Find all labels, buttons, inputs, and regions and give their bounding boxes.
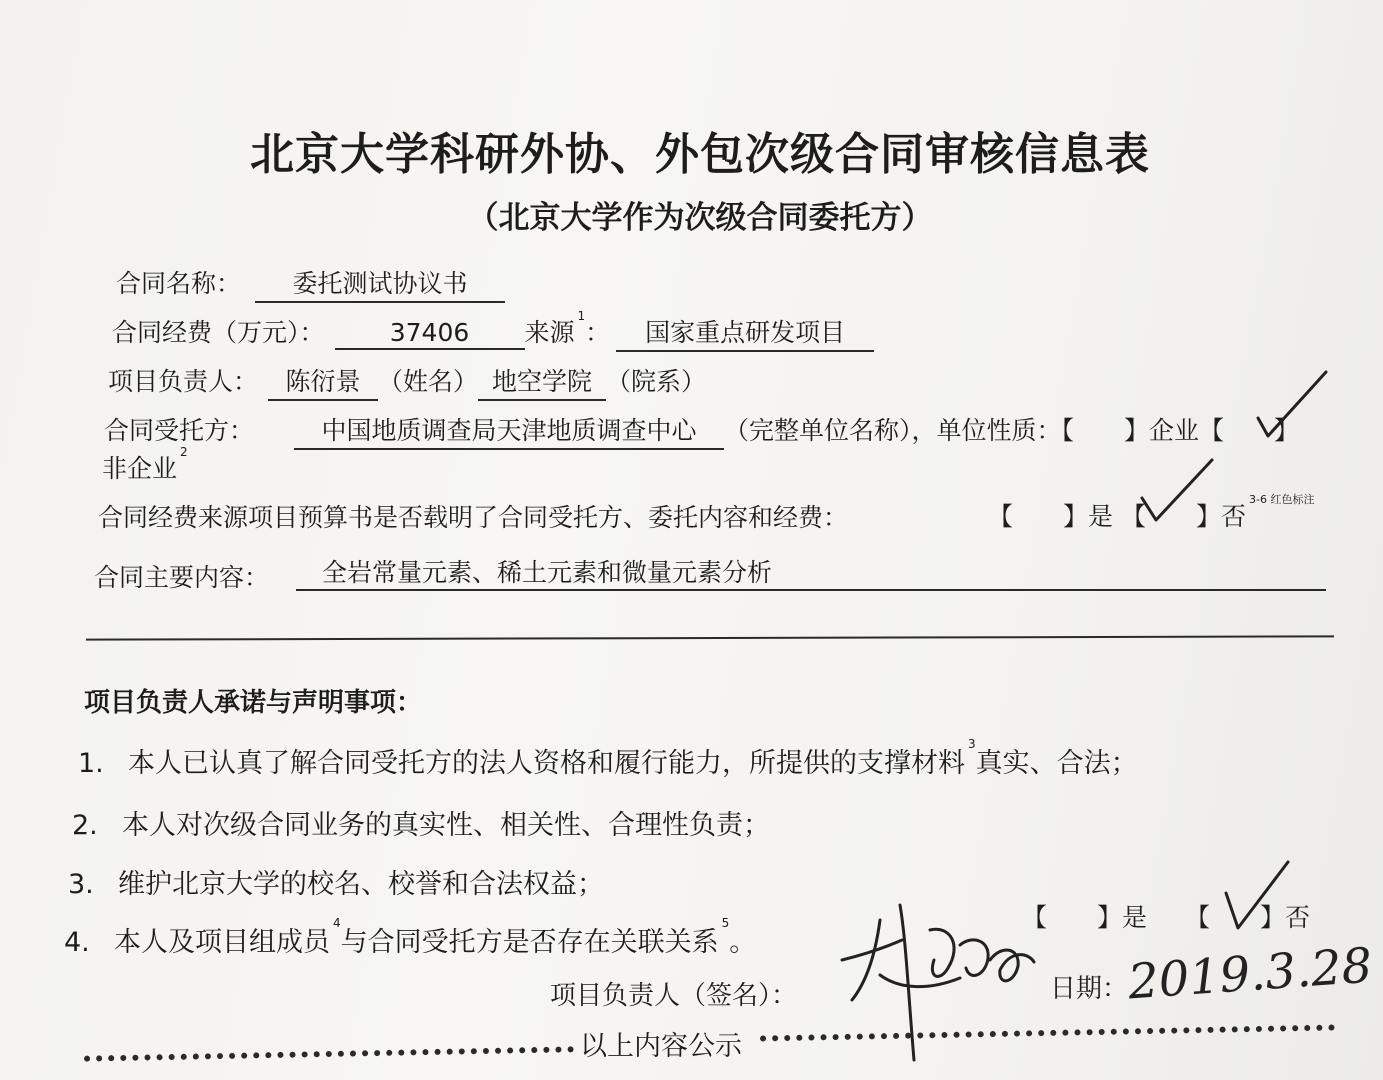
contract-fee-label: 合同经费（万元）： bbox=[112, 318, 325, 347]
declaration-number: 2. bbox=[72, 810, 98, 841]
declarations-heading: 项目负责人承诺与声明事项： bbox=[84, 688, 423, 718]
declaration-footnote-2: 5 bbox=[721, 916, 730, 930]
source-footnote: 1 bbox=[577, 309, 586, 323]
related-no-label: 否 bbox=[1285, 903, 1311, 932]
leader-name-hint: （姓名） bbox=[378, 367, 479, 396]
source-value: 国家重点研发项目 bbox=[616, 313, 874, 352]
declaration-footnote: 4 bbox=[333, 916, 341, 930]
declaration-number: 3. bbox=[68, 869, 94, 900]
trustee-label: 合同受托方： bbox=[104, 416, 255, 445]
leader-label: 项目负责人： bbox=[108, 367, 259, 396]
related-no-bracket: 【 】 bbox=[1185, 903, 1286, 932]
budget-footnote: 3-6 红色标注 bbox=[1249, 493, 1315, 506]
budget-question: 合同经费来源项目预算书是否载明了合同受托方、委托内容和经费： bbox=[98, 503, 849, 532]
contract-fee-value: 37406 bbox=[335, 318, 525, 350]
contract-name-label: 合同名称： bbox=[116, 269, 242, 298]
check-mark-icon bbox=[1226, 862, 1288, 928]
non-enterprise-footnote: 2 bbox=[180, 445, 188, 459]
leader-dept: 地空学院 bbox=[478, 362, 606, 401]
budget-no-bracket: 【 】 bbox=[1121, 502, 1222, 531]
declaration-text: 本人及项目组成员 bbox=[114, 927, 330, 958]
declaration-tail: 真实、合法； bbox=[975, 748, 1138, 779]
page-title: 北京大学科研外协、外包次级合同审核信息表 bbox=[250, 129, 1150, 180]
declaration-end: 。 bbox=[729, 927, 757, 958]
content-value: 全岩常量元素、稀土元素和微量元素分析 bbox=[296, 553, 1326, 591]
enterprise-option: 【 】企业 bbox=[1061, 416, 1200, 445]
signature-label: 项目负责人（签名）： bbox=[550, 981, 798, 1011]
trustee-hint: （完整单位名称），单位性质： bbox=[724, 416, 1062, 445]
check-mark-icon bbox=[1258, 372, 1326, 436]
declaration-text: 本人已认真了解合同受托方的法人资格和履行能力，所提供的支撑材料 bbox=[128, 748, 965, 779]
declaration-number: 4. bbox=[64, 927, 90, 958]
budget-no-label: 否 bbox=[1221, 502, 1247, 531]
declaration-number: 1. bbox=[78, 748, 104, 779]
page-subtitle: （北京大学作为次级合同委托方） bbox=[467, 200, 933, 236]
related-yes-option: 【 】是 bbox=[1022, 903, 1148, 932]
date-value: 2019.3.28 bbox=[1126, 937, 1374, 1011]
footer-notice: 以上内容公示 bbox=[580, 1031, 742, 1062]
budget-yes-option: 【 】是 bbox=[988, 502, 1114, 531]
source-label: 来源 bbox=[524, 318, 575, 347]
declaration-text: 维护北京大学的校名、校誉和合法权益； bbox=[118, 869, 604, 900]
date-label: 日期： bbox=[1050, 974, 1129, 1004]
declaration-tail: 与合同受托方是否存在关联关系 bbox=[340, 927, 719, 958]
source-colon: ： bbox=[585, 318, 611, 347]
non-enterprise-bracket: 【 】 bbox=[1199, 416, 1300, 445]
leader-dept-hint: （院系） bbox=[606, 367, 707, 396]
non-enterprise-label: 非企业 bbox=[102, 454, 178, 483]
trustee-value: 中国地质调查局天津地质调查中心 bbox=[294, 411, 724, 450]
signature-scribble bbox=[842, 905, 1034, 1060]
leader-name: 陈衍景 bbox=[268, 362, 378, 401]
content-label: 合同主要内容： bbox=[94, 563, 270, 592]
check-mark-icon bbox=[1142, 460, 1212, 520]
contract-name-value: 委托测试协议书 bbox=[255, 264, 505, 303]
declaration-text: 本人对次级合同业务的真实性、相关性、合理性负责； bbox=[122, 810, 770, 841]
declaration-footnote: 3 bbox=[968, 737, 976, 751]
